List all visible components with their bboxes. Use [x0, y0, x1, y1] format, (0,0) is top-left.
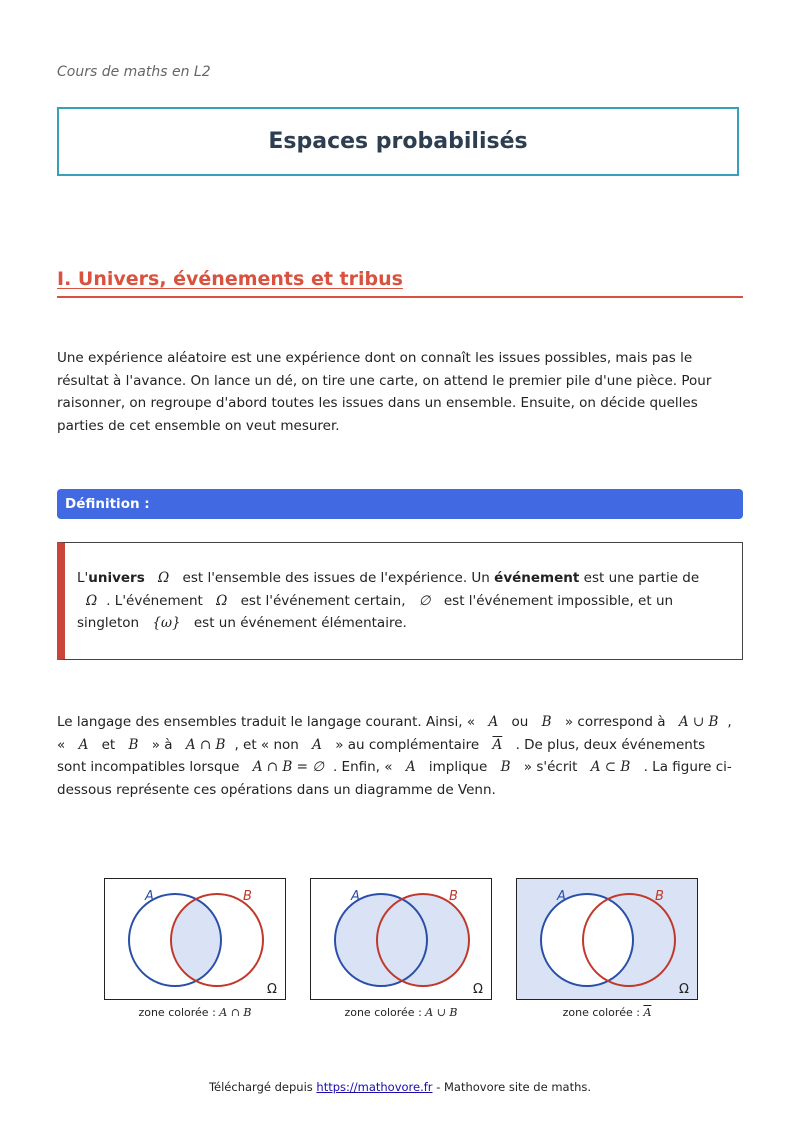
label-omega: Ω	[473, 982, 483, 997]
course-subtitle: Cours de maths en L2	[57, 64, 211, 80]
section-title: I. Univers, événements et tribus	[57, 268, 403, 290]
math-omega: Ω	[86, 592, 98, 609]
p2-text: , «	[57, 714, 732, 753]
label-b: B	[655, 889, 664, 904]
p2-text: . La figure ci-dessous représente ces opérations dans un diagramme de Venn.	[57, 759, 732, 798]
def-text: L'événement	[114, 592, 203, 609]
label-omega: Ω	[679, 982, 689, 997]
math-empty-set: ∅	[418, 592, 431, 609]
footer-suffix: - Mathovore site de maths.	[436, 1080, 592, 1094]
math-omega: Ω	[216, 592, 228, 609]
def-text: est l'ensemble des issues de l'expérience. Un	[182, 570, 490, 586]
definition-box	[57, 542, 743, 660]
p2-text: » au complémentaire	[335, 736, 480, 753]
p2-text: , et « non	[234, 736, 299, 753]
title-box	[57, 107, 739, 176]
p2-text: ou	[511, 714, 529, 730]
intro-paragraph: Une expérience aléatoire est une expérience dont on connaît les issues possibles, mais pas le résultat à l'avance. On lance un dé, on tire une carte, on attend le premier pile d'une pièce. Pour raisonner, on regroupe d'abord toutes les issues dans un ensemble. Ensuite, on décide quelles parties de cet ensemble on veut mesurer.	[57, 350, 712, 434]
venn-complement	[516, 878, 698, 1000]
math-subset: A ⊂ B	[590, 759, 631, 775]
math-a: A	[78, 736, 89, 753]
label-omega: Ω	[267, 982, 277, 997]
label-b: B	[243, 889, 252, 904]
def-text: est	[193, 615, 215, 631]
def-text: est une partie de	[583, 570, 700, 586]
math-complement: $\overline{A}$	[492, 736, 503, 753]
label-a: A	[351, 889, 360, 904]
math-singleton: {ω}	[152, 615, 181, 631]
math-disjoint: A ∩ B = ∅	[252, 759, 324, 775]
section-heading	[57, 268, 743, 298]
p2-text: » à	[151, 736, 173, 753]
p2-text: Le langage des ensembles traduit le langage courant. Ainsi, «	[57, 714, 476, 730]
term-univers: univers	[88, 570, 145, 586]
p2-text: » s'écrit	[523, 759, 578, 775]
p2-text: . Enfin, «	[332, 759, 393, 775]
caption-prefix: zone colorée :	[562, 1006, 640, 1019]
math-intersection: A ∩ B	[185, 736, 226, 753]
p2-text: et	[101, 736, 116, 753]
definition-header	[57, 489, 743, 519]
def-text: un événement élémentaire.	[218, 615, 407, 631]
caption-union	[310, 1006, 492, 1019]
caption-expr: $\overline{A}$	[643, 1006, 652, 1019]
p2-text: » correspond à	[564, 714, 666, 730]
label-a: A	[145, 889, 154, 904]
math-b: B	[541, 714, 552, 730]
venn-intersection	[104, 878, 286, 1000]
caption-prefix: zone colorée :	[138, 1006, 216, 1019]
math-a: A	[488, 714, 499, 730]
math-a: A	[405, 759, 416, 775]
math-b: B	[128, 736, 139, 753]
p2-text: . De plus, deux événements sont incompatibles lorsque	[57, 736, 706, 775]
caption-complement	[516, 1006, 698, 1019]
term-evenement: événement	[494, 570, 580, 586]
math-b: B	[500, 759, 511, 775]
definition-label: Définition :	[65, 496, 150, 512]
def-text: L'	[77, 570, 89, 586]
label-a: A	[557, 889, 566, 904]
def-text: est l'événement certain,	[240, 592, 406, 609]
caption-expr: A ∪ B	[425, 1006, 458, 1019]
def-text: est l'événement impossible, et un singleton	[77, 592, 674, 631]
math-a: A	[312, 736, 322, 753]
math-omega: Ω	[158, 570, 170, 586]
label-b: B	[449, 889, 458, 904]
venn-union	[310, 878, 492, 1000]
caption-prefix: zone colorée :	[344, 1006, 422, 1019]
p2-text: implique	[428, 759, 488, 775]
page-title: Espaces probabilisés	[268, 129, 528, 154]
footer-link[interactable]: https://mathovore.fr	[316, 1080, 433, 1094]
def-text: .	[106, 592, 111, 609]
set-language-paragraph	[57, 711, 737, 801]
footer-prefix: Téléchargé depuis	[208, 1080, 313, 1094]
math-union: A ∪ B	[678, 714, 719, 730]
caption-expr: A ∩ B	[219, 1006, 252, 1019]
footer	[0, 1080, 800, 1094]
caption-intersection	[104, 1006, 286, 1019]
